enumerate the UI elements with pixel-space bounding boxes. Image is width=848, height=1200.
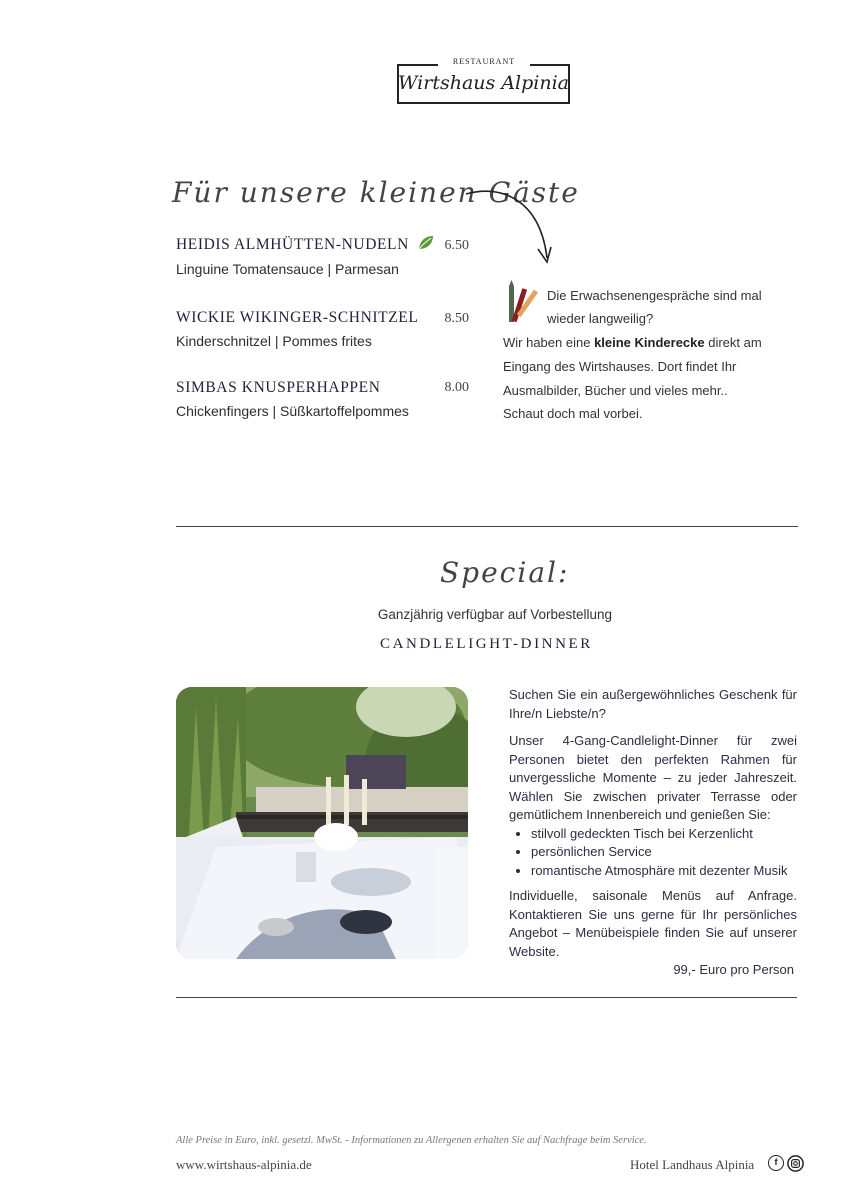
special-intro: Suchen Sie ein außergewöhnliches Geschenk für Ihre/n Liebste/n?: [509, 687, 797, 721]
menu-item-price: 8.00: [444, 380, 469, 395]
logo-restaurant-label: RESTAURANT: [438, 57, 530, 66]
menu-item-price: 6.50: [444, 238, 469, 253]
kids-section-title: Für unsere kleinen Gäste: [172, 176, 580, 209]
kids-corner-note-line: Schaut doch mal vorbei.: [503, 406, 643, 421]
candlelight-dinner-image: [176, 687, 468, 959]
arrow-icon: [462, 186, 557, 272]
kids-corner-note-line: Die Erwachsenengespräche sind mal: [547, 288, 762, 303]
special-bullet: • persönlichen Service: [531, 843, 797, 862]
special-body: Unser 4-Gang-Candlelight-Dinner für zwei Personen bietet den perfekten Rahmen für unvergessliche Momente – zu jeder Jahreszeit. Wählen Sie zwischen privater Terrasse oder gemütlichem Innenbereich und genießen Sie:: [509, 733, 797, 822]
special-heading: CANDLELIGHT-DINNER: [380, 636, 593, 652]
facebook-icon[interactable]: f: [768, 1155, 784, 1171]
special-price: 99,- Euro pro Person: [673, 962, 794, 977]
footer-hotel-name: Hotel Landhaus Alpinia: [630, 1157, 755, 1172]
candlelight-dinner-photo: [176, 687, 468, 959]
special-outro: Individuelle, saisonale Menüs auf Anfrage. Kontaktieren Sie uns gerne für Ihr persönliches Angebot – Menübeispiele finden Sie auf unserer Website.: [509, 888, 797, 959]
menu-item-name: HEIDIS ALMHÜTTEN-NUDELN: [176, 236, 409, 253]
kids-corner-note-line: wieder langweilig?: [547, 311, 654, 326]
menu-item-name: WICKIE WIKINGER-SCHNITZEL: [176, 309, 419, 326]
kids-corner-note-line: Ausmalbilder, Bücher und vieles mehr..: [503, 383, 728, 398]
special-bullet: • stilvoll gedeckten Tisch bei Kerzenlicht: [531, 825, 797, 844]
footer-website-link[interactable]: www.wirtshaus-alpinia.de: [176, 1157, 312, 1172]
special-description: [509, 686, 797, 980]
menu-item-desc: Chickenfingers | Süßkartoffelpommes: [176, 403, 409, 419]
menu-item-desc: Linguine Tomatensauce | Parmesan: [176, 261, 399, 277]
kids-corner-note-line: Eingang des Wirtshauses. Dort findet Ihr: [503, 359, 737, 374]
special-section-title: Special:: [440, 556, 570, 589]
special-bullet: • romantische Atmosphäre mit dezenter Musik: [531, 862, 797, 881]
kids-corner-highlight: kleine Kinderecke: [594, 335, 705, 350]
instagram-icon[interactable]: [787, 1155, 804, 1172]
divider: [176, 526, 798, 527]
special-subtitle: Ganzjährig verfügbar auf Vorbestellung: [377, 607, 613, 622]
pencils-icon: [505, 280, 541, 326]
menu-item-price: 8.50: [444, 311, 469, 326]
logo-wordmark: Wirtshaus Alpinia: [397, 72, 569, 94]
menu-item-name: SIMBAS KNUSPERHAPPEN: [176, 379, 381, 396]
menu-item-desc: Kinderschnitzel | Pommes frites: [176, 333, 372, 349]
divider: [176, 997, 797, 998]
kids-corner-note-line: Wir haben eine kleine Kinderecke direkt am: [503, 335, 762, 350]
footer-note: Alle Preise in Euro, inkl. gesetzl. MwSt. - Informationen zu Allergenen erhalten Sie auf Nachfrage beim Service.: [176, 1135, 647, 1146]
